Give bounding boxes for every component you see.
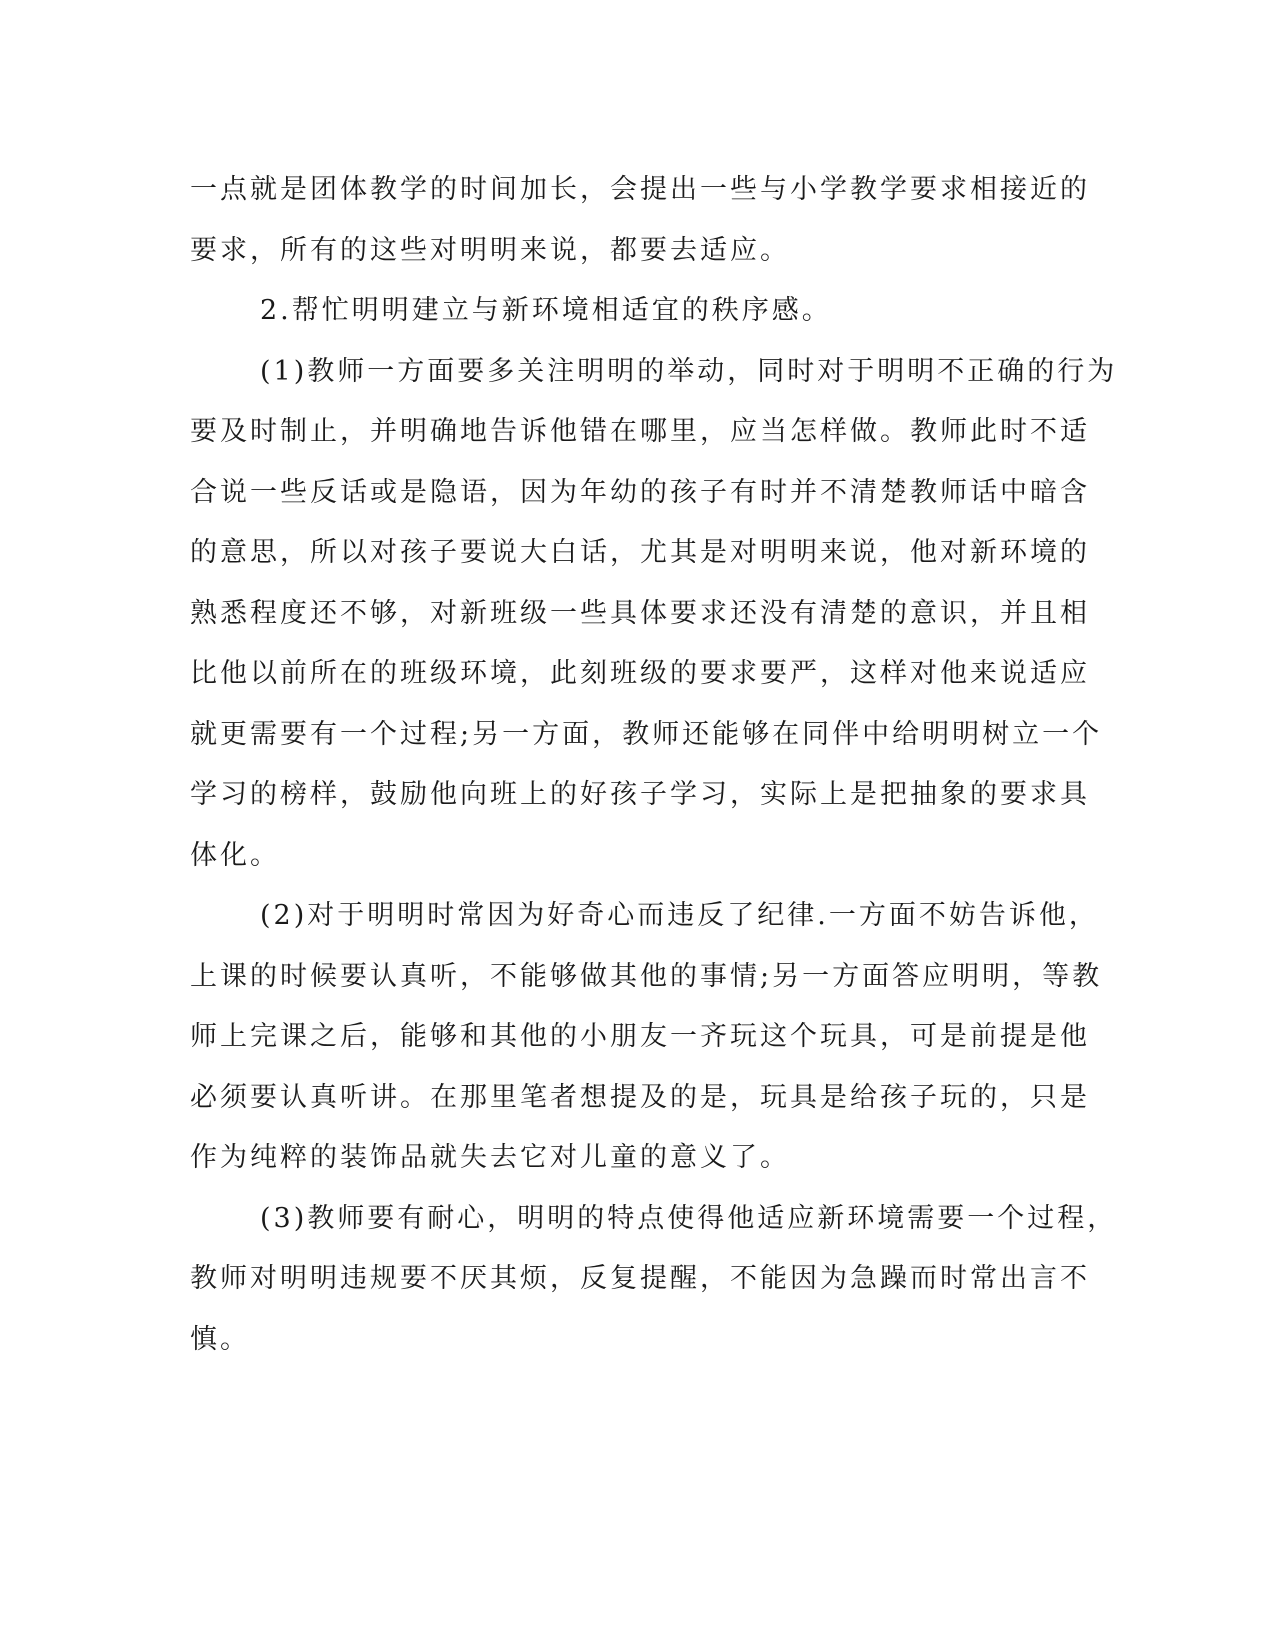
text-line: 比他以前所在的班级环境，此刻班级的要求要严，这样对他来说适应 [190, 658, 1090, 689]
paragraph [190, 886, 1103, 1189]
text-line: (3)教师要有耐心，明明的特点使得他适应新环境需要一个过程， [260, 1202, 1118, 1234]
text-line: 就更需要有一个过程;另一方面，教师还能够在同伴中给明明树立一个 [190, 718, 1103, 750]
text-line: 上课的时候要认真听，不能够做其他的事情;另一方面答应明明，等教 [190, 960, 1103, 992]
text-line: 体化。 [190, 839, 280, 871]
text-line: (2)对于明明时常因为好奇心而违反了纪律.一方面不妨告诉他， [260, 900, 1099, 931]
paragraph [190, 1189, 1118, 1371]
text-line: 熟悉程度还不够，对新班级一些具体要求还没有清楚的意识，并且相 [190, 597, 1090, 629]
text-line: 要及时制止，并明确地告诉他错在哪里，应当怎样做。教师此时不适 [190, 416, 1090, 447]
paragraph [190, 342, 1118, 887]
body-text [190, 160, 1118, 1370]
paragraph [190, 281, 1090, 342]
text-line: 作为纯粹的装饰品就失去它对儿童的意义了。 [190, 1142, 790, 1173]
text-line: 的意思，所以对孩子要说大白话，尤其是对明明来说，他对新环境的 [190, 537, 1090, 568]
text-line: 要求，所有的这些对明明来说，都要去适应。 [190, 234, 790, 266]
paragraph [190, 160, 1090, 281]
text-line: 学习的榜样，鼓励他向班上的好孩子学习，实际上是把抽象的要求具 [190, 779, 1090, 810]
text-line: 必须要认真听讲。在那里笔者想提及的是，玩具是给孩子玩的，只是 [190, 1081, 1090, 1113]
text-line: 教师对明明违规要不厌其烦，反复提醒，不能因为急躁而时常出言不 [190, 1263, 1090, 1294]
text-line: (1)教师一方面要多关注明明的举动，同时对于明明不正确的行为 [260, 355, 1118, 387]
text-line: 一点就是团体教学的时间加长，会提出一些与小学教学要求相接近的 [190, 174, 1090, 205]
text-line: 师上完课之后，能够和其他的小朋友一齐玩这个玩具，可是前提是他 [190, 1021, 1090, 1052]
section-heading: 2.帮忙明明建立与新环境相适宜的秩序感。 [260, 295, 832, 326]
text-line: 合说一些反话或是隐语，因为年幼的孩子有时并不清楚教师话中暗含 [190, 476, 1090, 508]
text-line: 慎。 [190, 1323, 250, 1355]
